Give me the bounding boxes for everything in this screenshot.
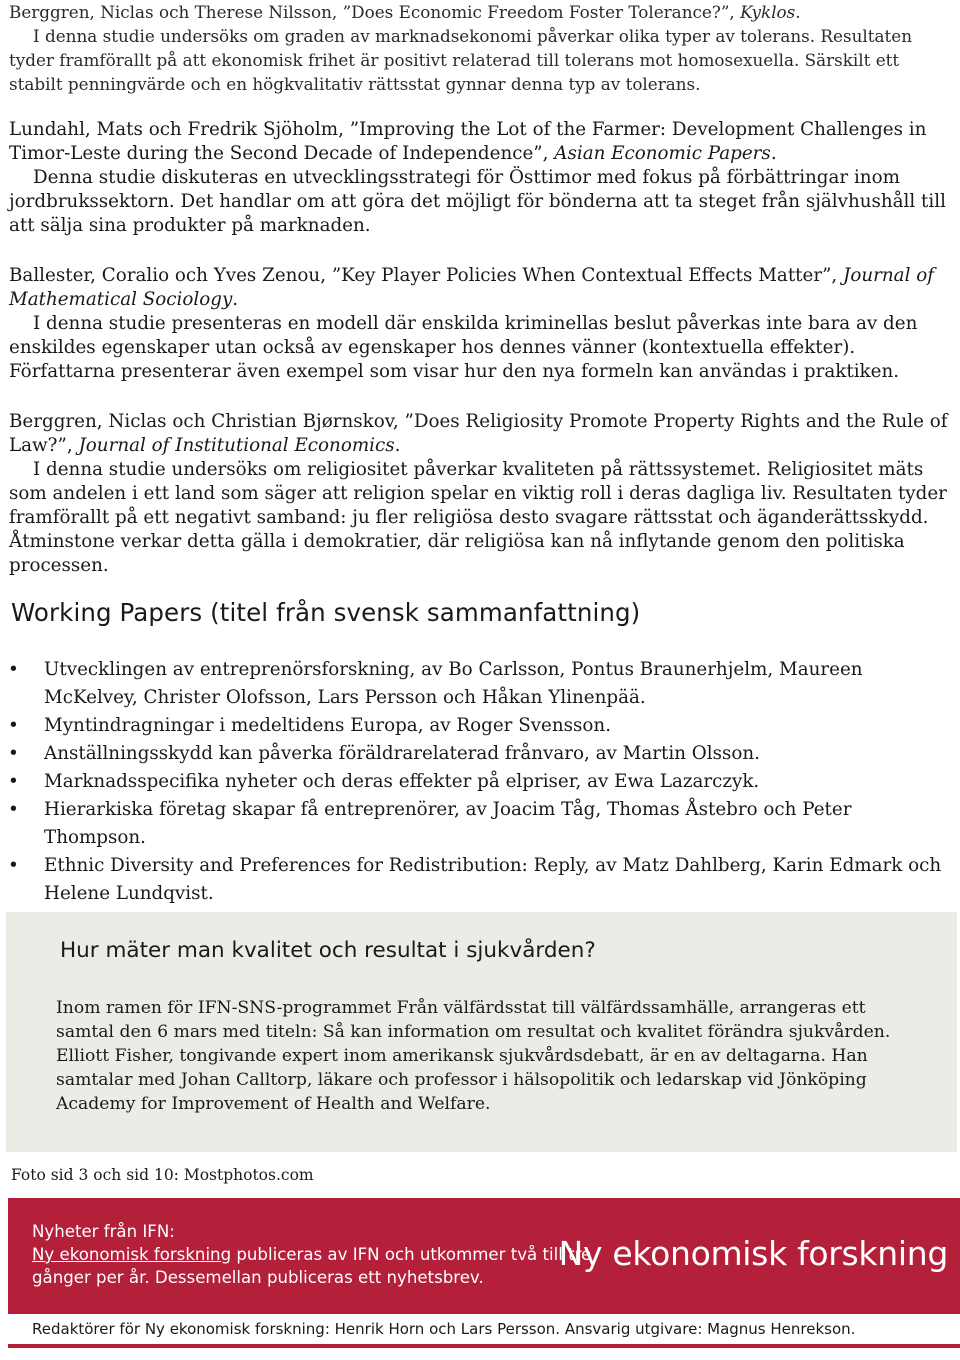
list-item-text: Anställningsskydd kan påverka föräldrarelaterad frånvaro, av Martin Olsson.: [44, 743, 760, 764]
publication-reference: [9, 264, 955, 312]
newsletter-banner: [8, 1198, 960, 1314]
photo-credit: Foto sid 3 och sid 10: Mostphotos.com: [11, 1166, 314, 1184]
bullet-icon: •: [8, 771, 19, 792]
publication-entry: [9, 264, 955, 384]
brand-logo-text: Ny ekonomisk forskning: [558, 1234, 948, 1273]
footer: [8, 1314, 960, 1348]
list-item: [8, 852, 958, 908]
publication-summary: I denna studie undersöks om religiositet påverkar kvaliteten på rättssystemet. Religiositet mäts som andelen i ett land som säger att religion spelar en viktig roll i deras dagliga liv. Resultaten tyder framförallt på ett negativt samband: ju fler religiösa desto svagare rättsstat och äganderättsskydd. Åtminstone verkar detta gälla i demokratier, där religiösa kan nå inflytande genom den politiska processen.: [9, 459, 947, 576]
reference-suffix: .: [232, 289, 239, 310]
reference-suffix: .: [770, 143, 777, 164]
banner-text: [32, 1220, 592, 1289]
journal-name: Journal of Institutional Economics: [78, 435, 395, 456]
publication-reference: [9, 410, 955, 458]
reference-suffix: .: [795, 2, 801, 22]
publication-entry: [9, 0, 955, 96]
footer-text: Redaktörer för Ny ekonomisk forskning: Henrik Horn och Lars Persson. Ansvarig utgivare: Magnus Henrekson.: [32, 1320, 856, 1338]
reference-text: Ballester, Coralio och Yves Zenou, ”Key Player Policies When Contextual Effects Matter”,: [9, 265, 844, 286]
journal-name: Asian Economic Papers: [554, 143, 771, 164]
publication-link[interactable]: Ny ekonomisk forskning: [32, 1245, 232, 1264]
publication-entry: [9, 118, 955, 238]
bullet-icon: •: [8, 715, 19, 736]
working-papers-heading: Working Papers (titel från svensk sammanfattning): [11, 598, 641, 627]
publication-summary: Denna studie diskuteras en utvecklingsstrategi för Östtimor med fokus på förbättringar inom jordbrukssektorn. Det handlar om att göra det möjligt för bönderna att ta steget från självhushåll till att sälja sina produkter på marknaden.: [9, 167, 946, 236]
publication-summary: I denna studie undersöks om graden av marknadsekonomi påverkar olika typer av tolerans. Resultaten tyder framförallt på att ekonomisk frihet är positivt relaterad till tolerans mot homosexuella. Särskilt ett stabilt penningvärde och en högkvalitativ rättsstat gynnar denna typ av tolerans.: [9, 26, 912, 94]
publication-reference: [9, 118, 955, 166]
journal-name: Journal of Mathematical Sociology: [9, 265, 934, 310]
list-item: [8, 796, 958, 852]
publication-reference: [9, 0, 955, 24]
bullet-icon: •: [8, 659, 19, 680]
reference-text: Lundahl, Mats och Fredrik Sjöholm, ”Improving the Lot of the Farmer: Development Challenges in Timor-Leste during the Second Decade of Independence”,: [9, 119, 927, 164]
event-description: Inom ramen för IFN-SNS-programmet Från välfärdsstat till välfärdssamhälle, arrangeras ett samtal den 6 mars med titeln: Så kan information om resultat och kvalitet förändra sjukvården. Elliott Fisher, tongivande expert inom amerikansk sjukvårdsdebatt, är en av deltagarna. Han samtalar med Johan Calltorp, läkare och professor i hälsopolitik och ledarskap vid Jönköping Academy for Improvement of Health and Welfare.: [56, 998, 891, 1114]
event-title: Hur mäter man kvalitet och resultat i sjukvården?: [60, 938, 596, 963]
list-item-text: Myntindragningar i medeltidens Europa, av Roger Svensson.: [44, 715, 612, 736]
list-item-text: Utvecklingen av entreprenörsforskning, av Bo Carlsson, Pontus Braunerhjelm, Maureen McKelvey, Christer Olofsson, Lars Persson och Håkan Ylinenpää.: [44, 659, 863, 708]
banner-body: [32, 1243, 592, 1289]
list-item-text: Hierarkiska företag skapar få entreprenörer, av Joacim Tåg, Thomas Åstebro och Peter Thompson.: [44, 799, 852, 848]
banner-heading: Nyheter från IFN:: [32, 1222, 175, 1241]
bullet-icon: •: [8, 743, 19, 764]
list-item: [8, 712, 958, 740]
bullet-icon: •: [8, 799, 19, 820]
list-item: [8, 768, 958, 796]
list-item-text: Marknadsspecifika nyheter och deras effekter på elpriser, av Ewa Lazarczyk.: [44, 771, 760, 792]
publication-summary: I denna studie presenteras en modell där enskilda kriminellas beslut påverkas inte bara av den enskildes egenskaper utan också av egenskaper hos dennes vänner (kontextuella effekter). Författarna presenterar även exempel som visar hur den nya formeln kan användas i praktiken.: [9, 313, 918, 382]
list-item: [8, 740, 958, 768]
list-item-text: Ethnic Diversity and Preferences for Redistribution: Reply, av Matz Dahlberg, Karin Edmark och Helene Lundqvist.: [44, 855, 942, 904]
reference-text: Berggren, Niclas och Therese Nilsson, ”Does Economic Freedom Foster Tolerance?”,: [9, 2, 741, 22]
list-item: [8, 656, 958, 712]
bullet-icon: •: [8, 855, 19, 876]
event-box: [6, 912, 957, 1152]
publication-entry: [9, 410, 955, 578]
reference-suffix: .: [394, 435, 401, 456]
journal-name: Kyklos: [740, 2, 796, 22]
banner-body-text: publiceras av IFN och utkommer två till tre gånger per år. Dessemellan publiceras ett nyhetsbrev.: [32, 1245, 592, 1287]
reference-text: Berggren, Niclas och Christian Bjørnskov, ”Does Religiosity Promote Property Rights and the Rule of Law?”,: [9, 411, 948, 456]
working-papers-list: [8, 656, 958, 908]
